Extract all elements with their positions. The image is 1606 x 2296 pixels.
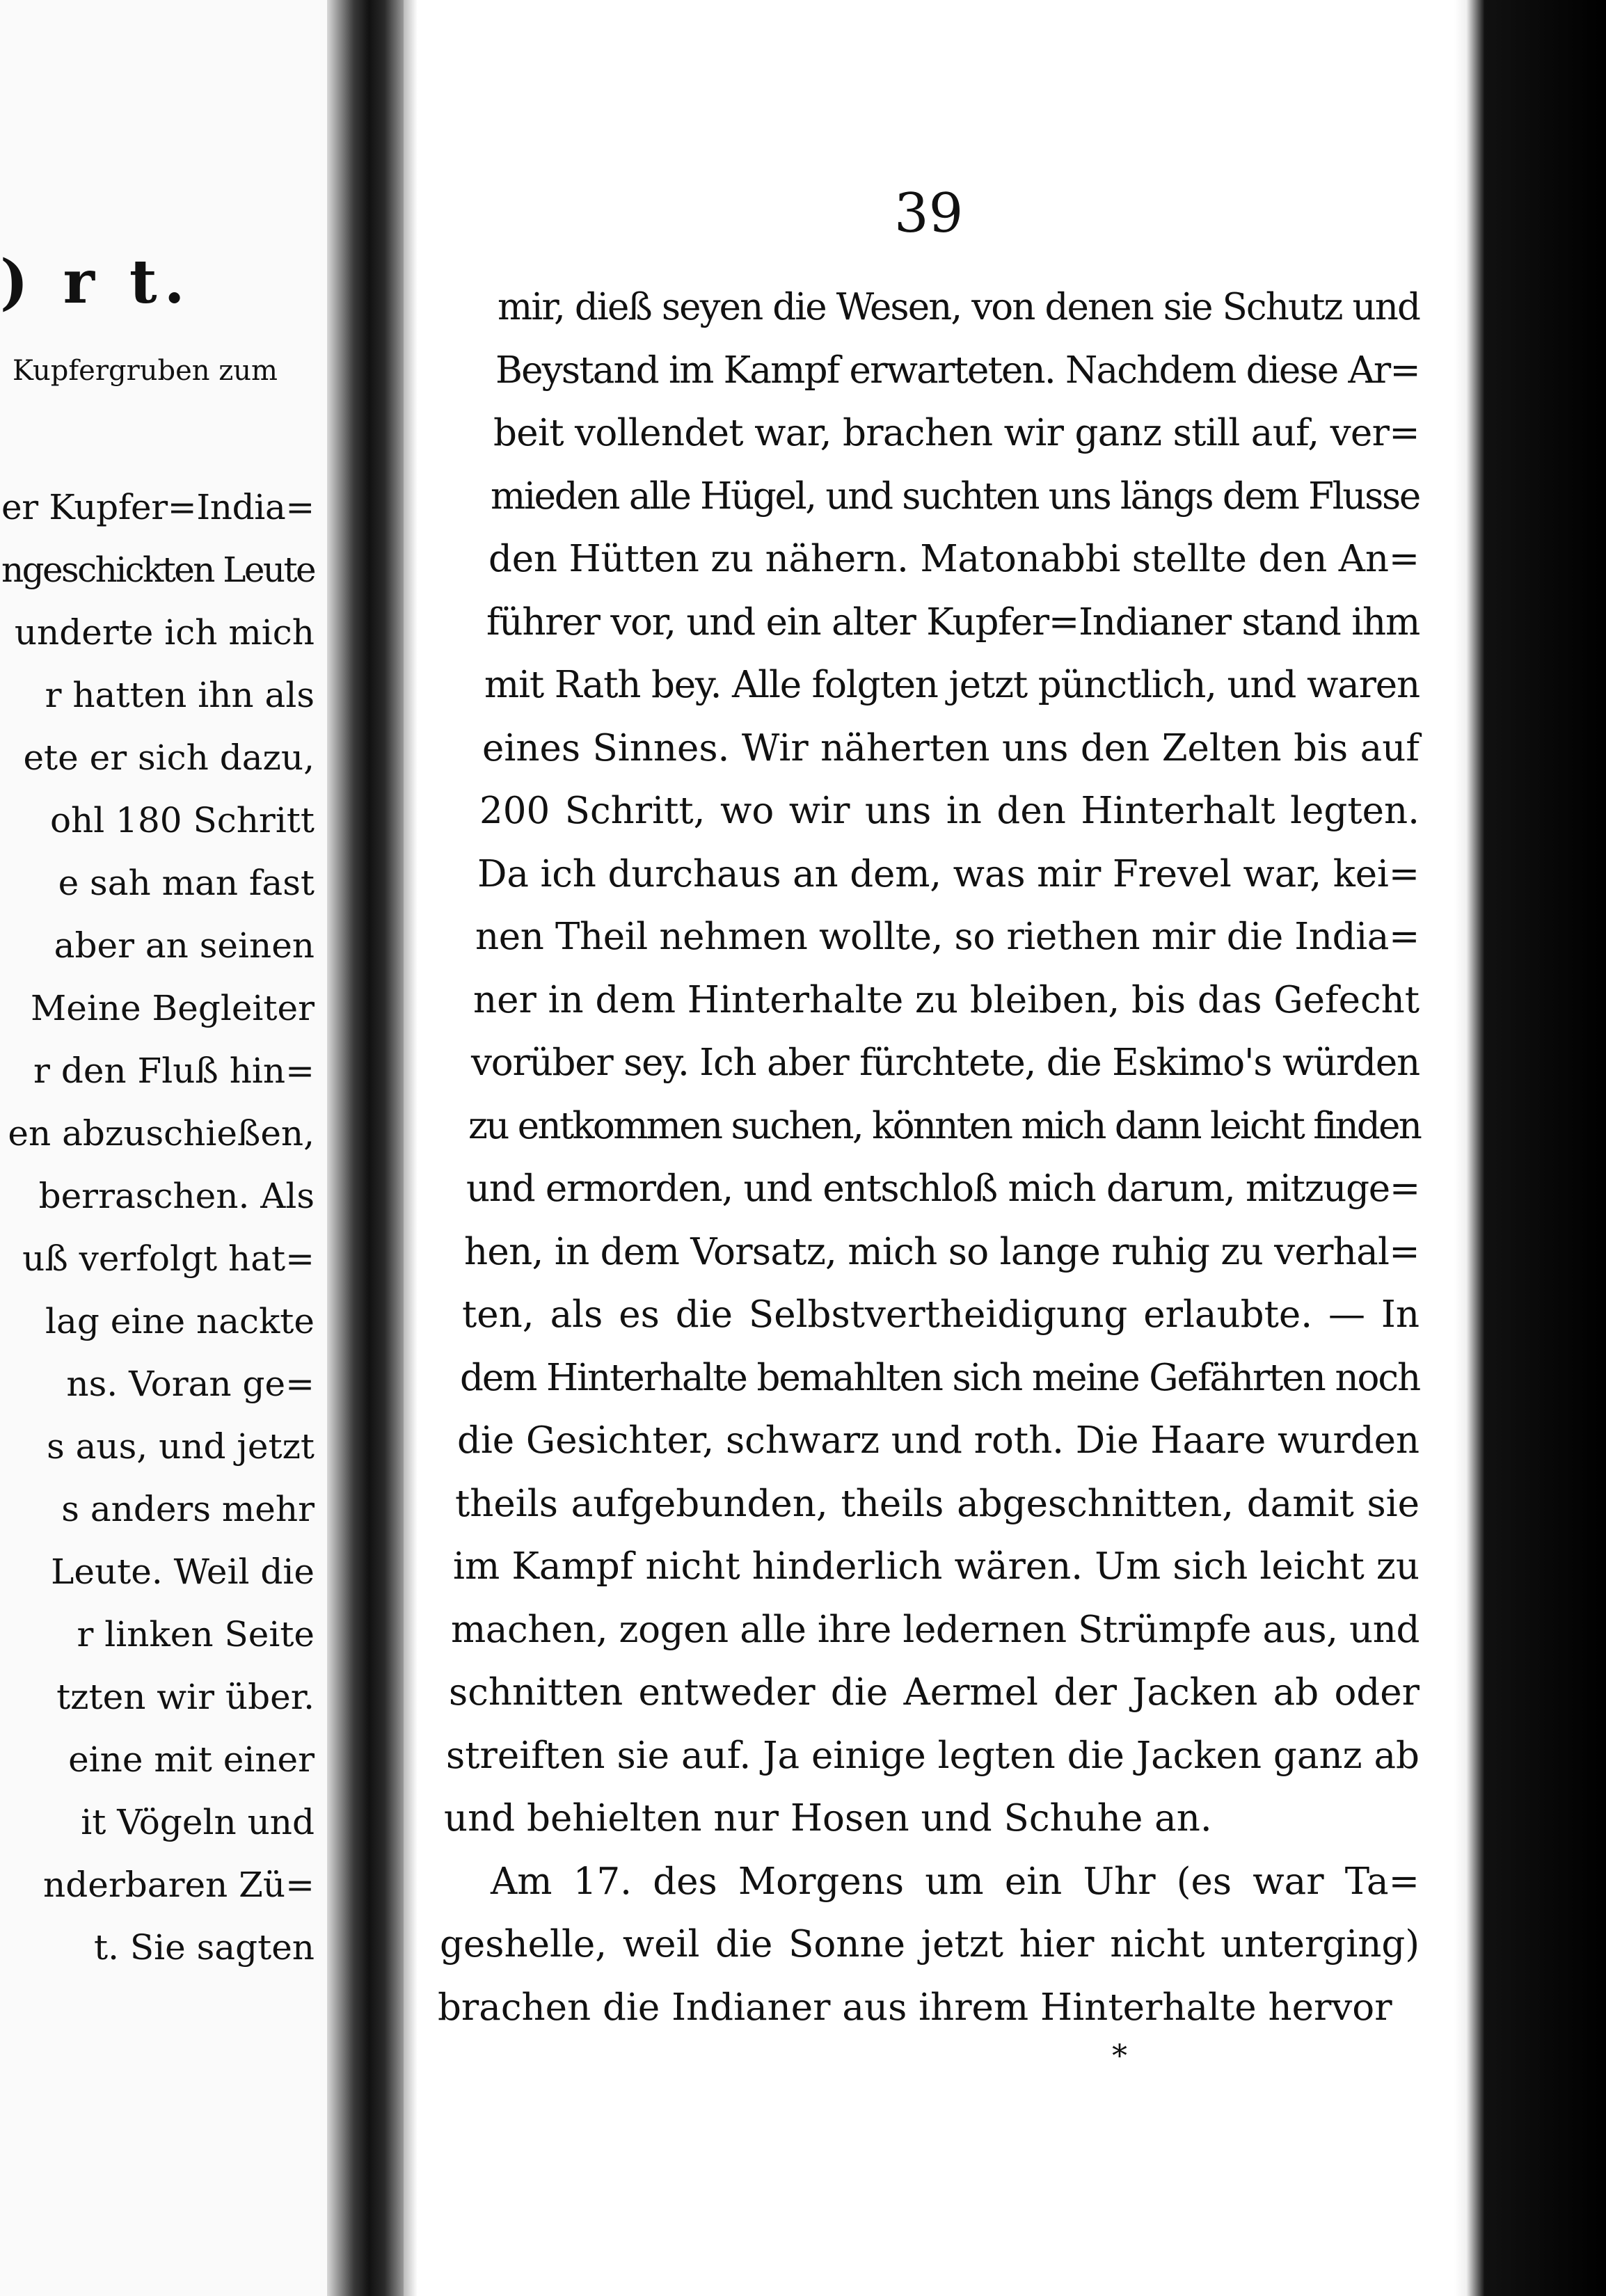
left-text-line: aber an seinen bbox=[54, 925, 315, 966]
left-text-line: er Kupfer=India= bbox=[1, 487, 315, 527]
left-text-line: it Vögeln und bbox=[81, 1802, 315, 1842]
left-text-line: ns. Voran ge= bbox=[66, 1364, 315, 1404]
body-text-line: mit Rath bey. Alle folgten jetzt pünctlich, und waren bbox=[484, 664, 1420, 706]
left-text-line: lag eine nackte bbox=[45, 1301, 315, 1341]
body-text-line: führer vor, und ein alter Kupfer=Indianer stand ihm bbox=[486, 601, 1420, 644]
left-text-line: Leute. Weil die bbox=[51, 1552, 315, 1592]
signature-mark: * bbox=[1112, 2039, 1127, 2074]
body-text-line: und ermorden, und entschloß mich darum, mitzuge= bbox=[466, 1167, 1420, 1210]
body-text-line: machen, zogen alle ihre ledernen Strümpfe aus, und bbox=[451, 1609, 1420, 1651]
body-text-line: beit vollendet war, brachen wir ganz still auf, ver= bbox=[493, 412, 1420, 454]
body-text-line: eines Sinnes. Wir näherten uns den Zelten bis auf bbox=[482, 727, 1420, 770]
left-text-line: uß verfolgt hat= bbox=[22, 1238, 315, 1279]
left-text-line: Meine Begleiter bbox=[31, 988, 315, 1028]
body-text-line: vorüber sey. Ich aber fürchtete, die Eskimo's würden bbox=[471, 1042, 1420, 1084]
body-text-line: ner in dem Hinterhalte zu bleiben, bis das Gefecht bbox=[473, 979, 1420, 1021]
body-text-line: Beystand im Kampf erwarteten. Nachdem diese Ar= bbox=[495, 349, 1420, 392]
body-text-line: die Gesichter, schwarz und roth. Die Haare wurden bbox=[457, 1419, 1420, 1462]
body-text-line: Am 17. des Morgens um ein Uhr (es war Ta= bbox=[491, 1860, 1420, 1903]
book-gutter bbox=[327, 0, 404, 2296]
body-text-line: mir, dieß seyen die Wesen, von denen sie Schutz und bbox=[498, 286, 1420, 328]
body-text-line: zu entkommen suchen, könnten mich dann leicht finden bbox=[468, 1105, 1421, 1147]
left-text-line: nderbaren Zü= bbox=[43, 1865, 315, 1905]
right-page bbox=[418, 0, 1454, 2296]
scan-edge-right bbox=[1454, 0, 1606, 2296]
left-text-line: e sah man fast bbox=[58, 863, 315, 903]
left-text-line: r den Fluß hin= bbox=[33, 1051, 315, 1091]
body-text-line: 200 Schritt, wo wir uns in den Hinterhalt legten. bbox=[479, 790, 1420, 832]
body-text-line: im Kampf nicht hinderlich wären. Um sich leicht zu bbox=[453, 1545, 1420, 1588]
left-text-line: s anders mehr bbox=[61, 1489, 315, 1529]
body-text-line: dem Hinterhalte bemahlten sich meine Gefährten noch bbox=[460, 1357, 1420, 1399]
left-text-line: ete er sich dazu, bbox=[23, 738, 315, 778]
left-text-line: eine mit einer bbox=[68, 1739, 315, 1780]
left-text-line: underte ich mich bbox=[14, 612, 315, 653]
left-running-header: ) r t. bbox=[0, 247, 192, 317]
left-text-line: ohl 180 Schritt bbox=[49, 800, 315, 840]
page-number: 39 bbox=[894, 182, 964, 245]
left-text-line: r hatten ihn als bbox=[45, 675, 315, 715]
body-text-line: theils aufgebunden, theils abgeschnitten, damit sie bbox=[455, 1483, 1420, 1525]
body-text-line: hen, in dem Vorsatz, mich so lange ruhig zu verhal= bbox=[464, 1231, 1420, 1273]
body-text-line: ten, als es die Selbstvertheidigung erlaubte. — In bbox=[462, 1293, 1420, 1336]
body-text-line: und behielten nur Hosen und Schuhe an. bbox=[444, 1797, 1212, 1840]
body-text-line: brachen die Indianer aus ihrem Hinterhalte hervor bbox=[438, 1986, 1392, 2029]
left-page-fragment bbox=[0, 0, 327, 2296]
left-text-line: berraschen. Als bbox=[38, 1176, 315, 1216]
body-text-line: mieden alle Hügel, und suchten uns längs dem Flusse bbox=[491, 475, 1420, 518]
body-text-line: streiften sie auf. Ja einige legten die Jacken ganz ab bbox=[446, 1735, 1420, 1777]
body-text-line: schnitten entweder die Aermel der Jacken ab oder bbox=[449, 1671, 1420, 1714]
left-text-line: en abzuschießen, bbox=[8, 1113, 315, 1154]
left-text-line: t. Sie sagten bbox=[94, 1927, 315, 1968]
body-text-line: den Hütten zu nähern. Matonabbi stellte den An= bbox=[488, 538, 1420, 580]
body-text-line: geshelle, weil die Sonne jetzt hier nicht unterging) bbox=[440, 1923, 1420, 1966]
body-text-line: Da ich durchaus an dem, was mir Frevel war, kei= bbox=[477, 853, 1420, 895]
left-text-line: ngeschickten Leute bbox=[1, 550, 315, 590]
body-text-line: nen Theil nehmen wollte, so riethen mir die India= bbox=[475, 916, 1420, 958]
gutter-fade bbox=[404, 0, 418, 2296]
left-text-line: s aus, und jetzt bbox=[47, 1426, 315, 1467]
left-text-line: tzten wir über. bbox=[56, 1677, 315, 1717]
left-section-subheader: Kupfergruben zum bbox=[13, 355, 278, 387]
left-text-line: r linken Seite bbox=[77, 1614, 315, 1655]
